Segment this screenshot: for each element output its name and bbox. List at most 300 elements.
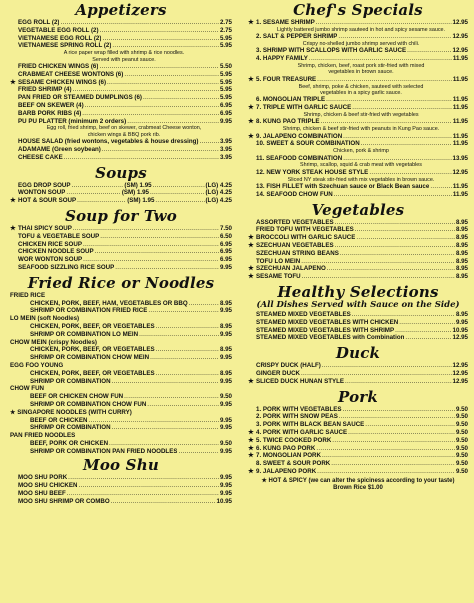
menu-item-price: 8.95 [455, 265, 468, 273]
menu-item-name: STEAMED MIXED VEGETABLES with Combination [256, 334, 405, 342]
menu-item-price: 9.95 [219, 400, 232, 408]
soups-list [10, 182, 232, 205]
menu-item-price: 9.50 [455, 444, 468, 452]
large-price: (LG) 4.25 [205, 181, 232, 189]
menu-item-name: 5. TWICE COOKED PORK [256, 436, 332, 444]
menu-item [10, 424, 232, 432]
leader-dots [340, 250, 455, 258]
leader-dots [399, 319, 455, 327]
menu-item-name: SHRIMP OR COMBINATION [30, 377, 111, 385]
menu-item [10, 264, 232, 272]
leader-dots [331, 460, 455, 468]
group-label-text: CHOW FUN [10, 385, 45, 393]
leader-dots [345, 378, 452, 386]
menu-item [10, 102, 232, 110]
leader-dots [156, 370, 219, 378]
menu-item-price: 3.95 [219, 138, 232, 146]
menu-item [10, 474, 232, 482]
menu-item-name: SLICED DUCK HUNAN STYLE [256, 377, 345, 385]
menu-item [10, 71, 232, 79]
appetizers-list [10, 19, 232, 162]
menu-item-name: 11. SEAFOOD COMBINATION [256, 154, 343, 162]
group-label-text: PAN FRIED NOODLES [10, 432, 76, 440]
leader-dots [395, 327, 451, 335]
leader-dots [100, 233, 219, 241]
leader-dots [302, 273, 455, 281]
menu-item-name: SHRIMP OR COMBINATION PAN FRIED NOODLES [30, 447, 178, 455]
menu-item-description: vegetables in brown sauce. [328, 69, 394, 76]
right-column [242, 0, 474, 492]
menu-item [248, 334, 468, 342]
leader-dots [124, 393, 219, 401]
menu-item-price: 8.95 [455, 249, 468, 257]
menu-item-name: CHICKEN, PORK, BEEF, HAM, VEGETABLES OR BBQ [30, 299, 188, 307]
menu-item-price: 9.95 [219, 482, 232, 490]
menu-item-name: CHEESE CAKE [18, 153, 63, 161]
leader-dots [405, 334, 451, 342]
menu-item [10, 490, 232, 498]
leader-dots [127, 118, 219, 126]
leader-dots [322, 362, 452, 370]
menu-item-price: 6.95 [219, 240, 232, 248]
menu-item-name: CHICKEN, PORK, BEEF, OR VEGETABLES [30, 322, 155, 330]
leader-dots [139, 331, 219, 339]
menu-item [10, 79, 232, 87]
menu-item [10, 331, 232, 339]
menu-item-price: 3.95 [219, 153, 232, 161]
menu-item-name: MOO SHU SHRIMP OR COMBO [18, 497, 110, 505]
menu-item [10, 118, 232, 126]
menu-item [248, 327, 468, 335]
menu-item-name: 2. SALT & PEPPER SHRIMP [256, 33, 338, 41]
leader-dots [338, 33, 451, 41]
menu-item [248, 219, 468, 227]
menu-item [10, 35, 232, 43]
spicy-note: ★ HOT & SPICY (we can alter the spiciness according to your taste) [261, 477, 455, 484]
menu-item-description: Shrimp, scallop, squid & crab meat with vegetables [300, 162, 422, 169]
menu-item-price: 11.95 [452, 183, 468, 191]
menu-item-name: 8. SWEET & SOUR PORK [256, 460, 331, 468]
leader-dots [156, 323, 219, 331]
menu-item-name: 3. PORK WITH BLACK BEAN SAUCE [256, 421, 365, 429]
menu-item-description: Shrimp, chicken, beef, roast pork stir-fried with mixed [297, 63, 425, 69]
leader-dots [369, 169, 451, 177]
spicy-star-icon: ★ [248, 132, 254, 140]
spicy-star-icon: ★ [248, 75, 254, 83]
menu-item-name: 7. MONGOLIAN PORK [256, 452, 321, 460]
menu-item-name: FRIED SHRIMP (4) [18, 86, 72, 94]
menu-item-name: CHICKEN, PORK, BEEF, OR VEGETABLES [30, 369, 155, 377]
menu-item [248, 362, 468, 370]
menu-item-name: 10. SWEET & SOUR COMBINATION [256, 140, 360, 148]
group-label-text: LO MEIN (soft Noodles) [10, 315, 80, 323]
brown-rice-note: Brown Rice $1.00 [333, 484, 383, 491]
leader-dots [352, 311, 455, 319]
menu-item [10, 448, 232, 456]
menu-item [248, 19, 468, 27]
menu-item-price: 6.95 [219, 109, 232, 117]
menu-item-price: 9.95 [219, 416, 232, 424]
menu-item-name: SHRIMP OR COMBINATION CHOW FUN [30, 400, 147, 408]
leader-dots [343, 155, 451, 163]
menu-item-name: 2. PORK WITH SNOW PEAS [256, 413, 338, 421]
menu-item [248, 47, 468, 55]
menu-item-name: 8. KUNG PAO TRIPLE [256, 118, 320, 126]
menu-item-name: 13. FISH FILLET with Szechuan sauce or Black Bean sauce [256, 183, 430, 191]
spicy-star-icon: ★ [248, 428, 254, 436]
menu-item-name: FRIED CHICKEN WINGS (6) [18, 63, 99, 70]
leader-dots [73, 86, 219, 94]
leader-dots [317, 468, 455, 476]
leader-dots [109, 440, 219, 448]
spicy-star-icon: ★ [248, 118, 254, 126]
menu-item-price: 13.95 [452, 154, 468, 162]
menu-item [10, 94, 232, 102]
leader-dots [301, 370, 452, 378]
chefs-specials-list [248, 19, 468, 199]
spicy-star-icon: ★ [248, 377, 254, 385]
menu-item-name: VEGETABLE EGG ROLL (2) [18, 26, 99, 34]
leader-dots [178, 448, 218, 456]
menu-item-price: 12.95 [452, 334, 468, 342]
leader-dots [82, 110, 219, 118]
menu-item-name: SESAME CHICKEN WINGS (6) [18, 78, 107, 86]
menu-item-name: 12. NEW YORK STEAK HOUSE STYLE [256, 168, 369, 176]
fried-rice-list [10, 292, 232, 456]
leader-dots [88, 417, 219, 425]
leader-dots [67, 490, 219, 498]
menu-item-price: 9.95 [219, 307, 232, 315]
menu-item [248, 406, 468, 414]
menu-item [10, 300, 232, 308]
menu-item-name: PU PU PLATTER (minimum 2 orders) [18, 117, 127, 125]
healthy-subtitle: (All Dishes Served with Sauce on the Side) [256, 300, 460, 310]
leader-dots [68, 474, 219, 482]
menu-item-price: 9.95 [219, 447, 232, 455]
menu-item-name: 9. JALAPENO PORK [256, 467, 317, 475]
menu-item-price: 5.50 [219, 63, 232, 70]
menu-item-price: 5.95 [219, 34, 232, 42]
menu-item-price: 9.95 [219, 330, 232, 338]
menu-item [10, 498, 232, 506]
menu-item [248, 118, 468, 126]
leader-dots [326, 96, 452, 104]
menu-item [248, 55, 468, 63]
menu-item-name: STEAMED MIXED VEGETABLES WITH CHICKEN [256, 318, 399, 326]
menu-item-price: 8.95 [455, 273, 468, 281]
menu-item [248, 140, 468, 148]
menu-item-name: VIETNAMESE EGG ROLL (2) [18, 34, 102, 42]
menu-item-price: 8.95 [219, 322, 232, 330]
menu-item-name: FRIED TOFU WITH VEGETABLES [256, 226, 354, 234]
leader-dots [112, 424, 219, 432]
left-column [0, 0, 240, 506]
menu-item [10, 248, 232, 256]
menu-item-price: 12.95 [452, 377, 468, 385]
menu-item [10, 19, 232, 27]
leader-dots [153, 182, 205, 190]
menu-item [10, 63, 232, 71]
menu-item-description: Beef, shrimp, poke & chicken, sauteed with selected [298, 83, 424, 90]
menu-item-price: 12.95 [452, 33, 468, 41]
leader-dots [309, 55, 452, 63]
menu-item-price: 11.95 [452, 75, 468, 83]
menu-item-name: SHRIMP OR COMBINATION LO MEIN [30, 330, 139, 338]
menu-item [248, 319, 468, 327]
menu-item-name: 6. MONGOLIAN TRIPLE [256, 96, 326, 104]
menu-item-name: ADAMAME (Green soybean) [18, 145, 101, 153]
leader-dots [124, 71, 219, 79]
menu-item-name: 14. SEAFOOD CHOW FUN [256, 190, 333, 198]
leader-dots [112, 378, 219, 386]
large-price: (LG) 4.25 [205, 197, 232, 205]
menu-item-price: 10.95 [216, 497, 232, 505]
menu-item-price: 3.95 [219, 145, 232, 153]
menu-item [10, 370, 232, 378]
menu-item-price: 8.95 [455, 257, 468, 265]
menu-item [10, 182, 232, 190]
menu-item-name: GINGER DUCK [256, 369, 301, 377]
chefs-specials-title: Chef's Specials [293, 1, 423, 19]
menu-item-price: 2.75 [219, 26, 232, 34]
leader-dots [83, 241, 219, 249]
leader-dots [155, 197, 204, 205]
duck-list [248, 362, 468, 385]
menu-item-price: 5.95 [219, 42, 232, 50]
menu-item [10, 86, 232, 94]
menu-item-price: 9.50 [455, 452, 468, 460]
menu-item-price: 11.95 [452, 118, 468, 126]
group-label [10, 339, 232, 347]
menu-item-price: 8.95 [455, 234, 468, 242]
menu-item-name: EGG ROLL (2) [18, 19, 60, 26]
leader-dots [78, 482, 218, 490]
group-label-text: FRIED RICE [10, 291, 46, 299]
fried-rice-title: Fried Rice or Noodles [27, 273, 215, 292]
leader-dots [73, 225, 219, 233]
menu-item-name: MOO SHU CHICKEN [18, 482, 78, 490]
menu-item-name: MOO SHU BEEF [18, 490, 66, 498]
spicy-star-icon: ★ [248, 273, 254, 281]
spicy-star-icon: ★ [248, 444, 254, 452]
menu-item-price: 9.95 [219, 354, 232, 362]
menu-item [248, 155, 468, 163]
menu-item-name: SESAME TOFU [256, 273, 301, 281]
healthy-title: Healthy Selections [277, 283, 439, 301]
small-price: (SM) 1.95 [121, 189, 149, 197]
leader-dots [100, 27, 219, 35]
menu-item-price: 9.95 [219, 490, 232, 498]
menu-item-name: SEAFOOD SIZZLING RICE SOUP [18, 263, 115, 271]
menu-item [248, 437, 468, 445]
spicy-star-icon: ★ [248, 467, 254, 475]
leader-dots [147, 401, 219, 409]
menu-item [248, 413, 468, 421]
menu-item [248, 429, 468, 437]
leader-dots [148, 307, 219, 315]
menu-item-price: 5.95 [219, 86, 232, 94]
menu-item [10, 110, 232, 118]
moo-shu-title: Moo Shu [83, 456, 159, 475]
leader-dots [60, 19, 218, 27]
menu-item-price: 9.50 [455, 460, 468, 468]
menu-item-price: 6.50 [219, 232, 232, 240]
menu-item-name: SHRIMP OR COMBINATION CHOW MEIN [30, 354, 150, 362]
menu-item-name: 1. PORK WITH VEGETABLES [256, 405, 342, 413]
menu-item [10, 307, 232, 315]
leader-dots [327, 265, 455, 273]
menu-item-name: STEAMED MIXED VEGETABLES [256, 311, 351, 318]
menu-item-name: CHICKEN, PORK, BEEF, OR VEGETABLES [30, 346, 155, 354]
leader-dots [107, 79, 219, 87]
menu-item-name: 4. HAPPY FAMILY [256, 55, 308, 63]
menu-item [248, 468, 468, 476]
menu-item [10, 138, 232, 146]
menu-item-price: 12.95 [452, 369, 468, 377]
menu-item-description: Egg roll, fried shrimp, beef on skewer, crabmeat Cheese wonton, [46, 125, 202, 132]
menu-item-price: 9.50 [219, 439, 232, 447]
menu-item [248, 273, 468, 281]
menu-item-name: STEAMED MIXED VEGETABLES WITH SHRIMP [256, 326, 395, 334]
menu-item [248, 96, 468, 104]
menu-item-price: 6.95 [219, 101, 232, 109]
menu-item-name: 9. JALAPENO COMBINATION [256, 132, 343, 140]
menu-item-name: 3. SHRIMP WITH SCALLOPS WITH GARLIC SAUCE [256, 47, 407, 55]
group-label [10, 432, 232, 440]
leader-dots [102, 35, 219, 43]
leader-dots [200, 138, 219, 146]
menu-item [10, 393, 232, 401]
menu-item-price: 9.95 [219, 377, 232, 385]
menu-item-name: BARB PORK RIBS (4) [18, 109, 82, 117]
menu-item-name: SZECHUAN VEGETABLES [256, 242, 334, 250]
leader-dots [150, 354, 219, 362]
menu-item-price: 5.95 [219, 94, 232, 102]
group-label-text: CHOW MEIN (crispy Noodles) [10, 338, 97, 346]
menu-item [10, 401, 232, 409]
menu-item-price: 9.95 [219, 424, 232, 432]
pork-title: Pork [338, 387, 378, 406]
group-label [10, 385, 232, 393]
leader-dots [112, 42, 219, 50]
menu-item-price: 11.95 [452, 104, 468, 112]
menu-item [248, 421, 468, 429]
menu-item-name: WOR WONTON SOUP [18, 256, 83, 264]
menu-item-name: BROCCOLI WITH GARLIC SAUCE [256, 234, 356, 242]
menu-item [248, 242, 468, 250]
menu-item-price: 11.95 [452, 132, 468, 140]
menu-item [248, 33, 468, 41]
leader-dots [343, 133, 452, 141]
menu-item [10, 27, 232, 35]
menu-item [10, 323, 232, 331]
menu-item-price: 5.95 [219, 70, 232, 78]
leader-dots [352, 104, 452, 112]
menu-item [10, 241, 232, 249]
menu-item [10, 482, 232, 490]
menu-item-price: 8.95 [219, 299, 232, 307]
menu-item-price: 9.50 [219, 393, 232, 401]
menu-item [248, 191, 468, 199]
menu-item-name: TOFU & VEGETABLE SOUP [18, 232, 100, 240]
vegetables-list [248, 219, 468, 281]
menu-item-price: 11.95 [452, 55, 468, 63]
leader-dots [85, 102, 219, 110]
menu-item-name: PAN FRIED OR STEAMED DUMPLINGS (6) [18, 94, 142, 102]
group-label [10, 292, 232, 300]
menu-item-name: 6. KUNG PAO PORK [256, 444, 316, 452]
menu-item [248, 311, 468, 319]
leader-dots [64, 154, 219, 162]
menu-item-price: 9.50 [455, 467, 468, 475]
leader-dots [348, 429, 455, 437]
leader-dots [430, 183, 452, 191]
leader-dots [407, 47, 451, 55]
menu-item-price: 6.95 [219, 256, 232, 264]
menu-item [10, 233, 232, 241]
menu-item-name: ASSORTED VEGETABLES [256, 218, 334, 226]
menu-item-name: BEEF OR CHICKEN CHOW FUN [30, 393, 124, 401]
menu-item [248, 258, 468, 266]
menu-item-name: CHICKEN NOODLE SOUP [18, 248, 94, 256]
vegetables-title: Vegetables [311, 200, 405, 219]
menu-item-description: Chicken, pork & shrimp [333, 148, 389, 155]
leader-dots [156, 346, 219, 354]
small-price: (SM) 1.95 [124, 181, 152, 189]
menu-item-name: HOUSE SALAD (fried wontons, vegetables & house dressing) [18, 138, 199, 146]
menu-item-price: 12.95 [452, 47, 468, 55]
menu-item [248, 265, 468, 273]
leader-dots [335, 242, 455, 250]
leader-dots [189, 300, 219, 308]
menu-item-price: 10.95 [452, 326, 468, 334]
leader-dots [301, 258, 455, 266]
leader-dots [343, 406, 455, 414]
menu-item-price: 9.95 [219, 263, 232, 271]
menu-item [10, 346, 232, 354]
menu-item-price: 8.95 [219, 346, 232, 354]
menu-item-price: 7.50 [219, 224, 232, 232]
menu-item-description: A rice paper wrap filled with shrimp & rice noodles. [63, 50, 185, 57]
menu-item-name: 5. FOUR TREASURE [256, 75, 317, 83]
menu-item-price: 8.95 [455, 226, 468, 234]
menu-item-price: 9.50 [455, 405, 468, 413]
spicy-star-icon: ★ [10, 224, 16, 232]
menu-item-price: 2.75 [219, 19, 232, 26]
menu-item [248, 234, 468, 242]
leader-dots [332, 437, 455, 445]
menu-item-price: 6.95 [219, 248, 232, 256]
leader-dots [365, 421, 455, 429]
leader-dots [83, 256, 219, 264]
soup-for-two-title: Soup for Two [65, 206, 177, 225]
menu-item-price: 9.50 [455, 421, 468, 429]
menu-item [248, 250, 468, 258]
menu-item-description: Served with peanut sauce. [92, 56, 156, 63]
menu-item-name: 4. PORK WITH GARLIC SAUCE [256, 428, 348, 436]
menu-item-name: SHRIMP OR COMBINATION FRIED RICE [30, 307, 148, 315]
menu-item-price: 9.50 [455, 436, 468, 444]
soups-title: Soups [95, 163, 147, 182]
leader-dots [95, 248, 219, 256]
leader-dots [72, 182, 124, 190]
menu-item-name: SHRIMP OR COMBINATION [30, 424, 111, 432]
menu-item [10, 146, 232, 154]
leader-dots [143, 94, 219, 102]
leader-dots [111, 498, 216, 506]
duck-title: Duck [335, 344, 381, 363]
leader-dots [77, 197, 126, 205]
